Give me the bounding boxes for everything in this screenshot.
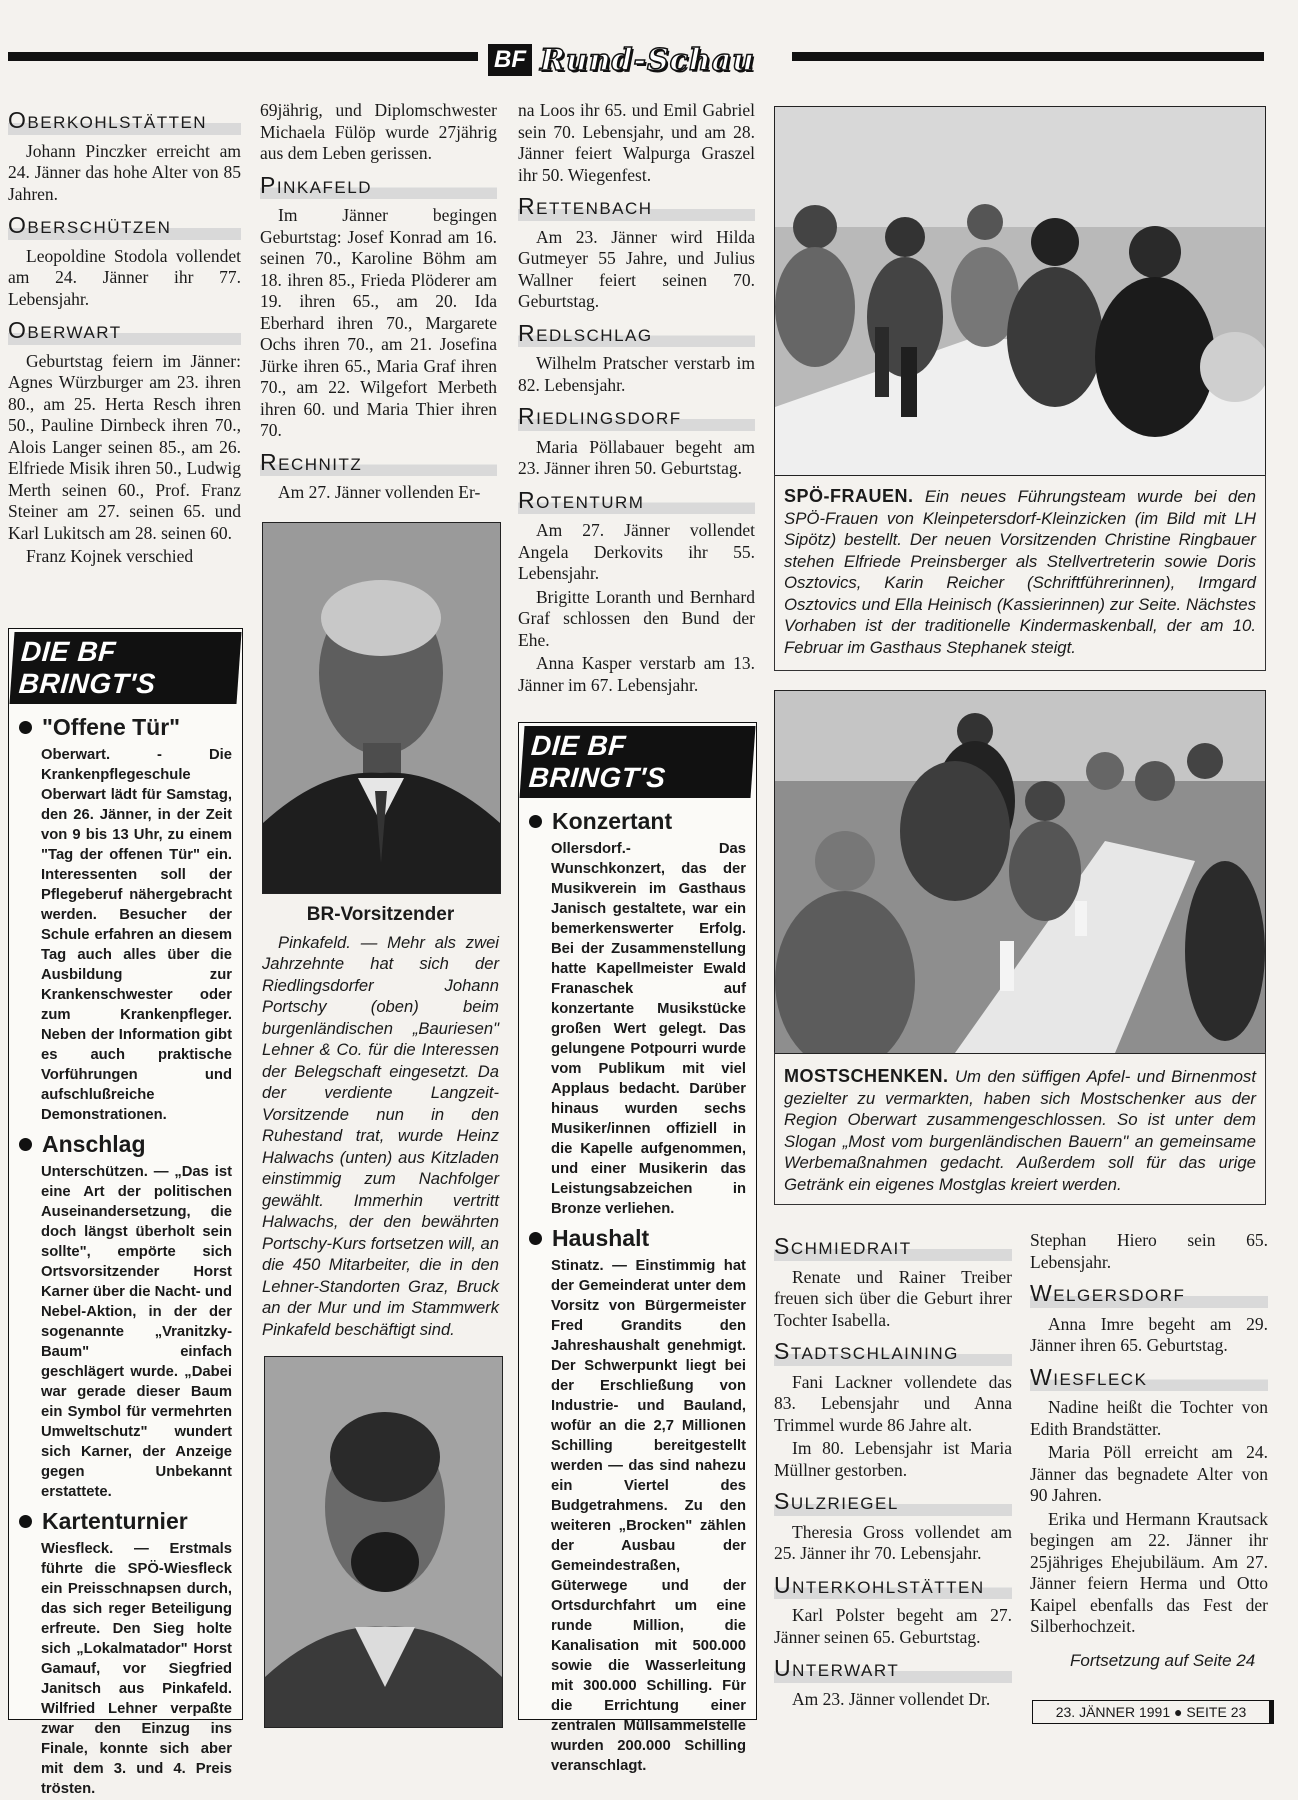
- caption-spoe-frauen: [784, 486, 1256, 658]
- box-item-heading: [19, 1508, 232, 1535]
- bullet-icon: [19, 1138, 32, 1151]
- section-heading: REDLSCHLAG: [518, 321, 755, 348]
- box-item-heading-text: Konzertant: [552, 808, 673, 834]
- paragraph: Nadine heißt die Tochter von Edith Brandstätter.: [1030, 1397, 1268, 1439]
- column-5: [1030, 1230, 1268, 1640]
- masthead: [488, 42, 783, 78]
- paragraph: Geburtstag feiern im Jänner: Agnes Würzburger am 23. ihren 80., am 25. Herta Resch ihren 50., Pauline Dirnbeck ihren 70., Alois Langer seinen 85., am 26. Elfriede Misik ihren 50., Ludwig Merth seinen 60., Prof. Franz Steiner am 27. seinen 65. und Karl Lukitsch am 28. seinen 60.: [8, 350, 241, 543]
- column-1: [8, 100, 241, 570]
- bullet-icon: [19, 1515, 32, 1528]
- bullet-icon: [529, 1232, 542, 1245]
- caption-label: SPÖ-FRAUEN.: [784, 486, 914, 506]
- paragraph: Wilhelm Pratscher verstarb im 82. Lebensjahr.: [518, 353, 755, 395]
- caption-label: MOSTSCHENKEN.: [784, 1066, 949, 1086]
- bf-logo: BF: [488, 44, 532, 76]
- caption-text: Um den süffigen Apfel- und Birnenmost gezielter zu vermarkten, haben sich Mostschenker aus der Region Oberwart zusammengeschlossen. So ist unter dem Slogan „Most vom burgenländischen Bauern" an gemeinsame Werbemaßnahmen gedacht. Außerdem soll für das urige Getränk ein eigenes Mostglas kreiert werden.: [784, 1067, 1256, 1194]
- paragraph: Anna Imre begeht am 29. Jänner ihren 65. Geburtstag.: [1030, 1313, 1268, 1355]
- box-item-heading: [529, 808, 746, 835]
- paragraph: Fani Lackner vollendete das 83. Lebensjahr und Anna Trimmel wurde 86 Jahre alt.: [774, 1371, 1012, 1435]
- paragraph: Karl Polster begeht am 27. Jänner seinen 65. Geburtstag.: [774, 1605, 1012, 1647]
- section-heading: SULZRIEGEL: [774, 1489, 1012, 1516]
- box-item-heading-text: Anschlag: [42, 1131, 146, 1157]
- column-3: [518, 100, 755, 698]
- photo-spoe-frauen: [774, 106, 1266, 476]
- section-heading: STADTSCHLAINING: [774, 1339, 1012, 1366]
- column-4: [774, 1226, 1012, 1712]
- box-title: DIE BF BRINGT'S: [9, 632, 241, 704]
- box-item-heading-text: Kartenturnier: [42, 1508, 188, 1534]
- paragraph: Theresia Gross vollendet am 25. Jänner ihr 70. Lebensjahr.: [774, 1521, 1012, 1563]
- box-item-text: Unterschützen. — „Das ist eine Art der politischen Auseinandersetzung, die doch längst überholt sein sollte", empörte sich Ortsvorsitzender Horst Karner über die Nacht- und Nebel-Aktion, in der der sogenannte „Vranitzky-Baum" einfach geschlägert wurde. „Dabei war gerade dieser Baum ein Symbol für vermehrten Umweltschutz" wundert sich Karner, der Anzeige gegen Unbekannt erstattete.: [41, 1164, 232, 1500]
- paragraph: na Loos ihr 65. und Emil Gabriel sein 70. Lebensjahr, und am 28. Jänner feiert Walpurga Graszel ihr 50. Wiegenfest.: [518, 100, 755, 185]
- masthead-rule-left: [8, 52, 478, 61]
- paragraph: Am 23. Jänner wird Hilda Gutmeyer 55 Jahre, und Julius Wallner feiert seinen 70. Geburtstag.: [518, 226, 755, 311]
- paragraph: Johann Pinczker erreicht am 24. Jänner das hohe Alter von 85 Jahren.: [8, 140, 241, 204]
- page-footer: 23. JÄNNER 1991 ● SEITE 23: [1032, 1700, 1274, 1724]
- section-heading: WIESFLECK: [1030, 1365, 1268, 1392]
- paragraph: Leopoldine Stodola vollendet am 24. Jänner ihr 77. Lebensjahr.: [8, 245, 241, 309]
- section-heading: OBERSCHÜTZEN: [8, 213, 241, 240]
- box-item-text: Stinatz. — Einstimmig hat der Gemeinderat unter dem Vorsitz von Bürgermeister Fred Grandits den Jahreshaushalt genehmigt. Der Schwerpunkt liegt bei der Erschließung von Industrie- und Bauland, wofür an die 2,7 Millionen Schilling bereitgestellt werden — das sind nahezu ein Viertel des Budgetrahmens. Zu den weiteren „Brocken" zählen der Ausbau der Gemeindestraßen, Güterwege und der Ortsdurchfahrt um eine runde Million, die Kanalisation mit 500.000 sowie die Wasserleitung mit 300.000 Schilling. Für die Errichtung einer zentralen Müllsammelstelle wurden 200.000 Schilling veranschlagt.: [551, 1258, 746, 1774]
- news-box-middle: [518, 722, 757, 1774]
- box-item-text: Wiesfleck. — Erstmals führte die SPÖ-Wiesfleck ein Preisschnapsen durch, das sich reger Beteiligung erfreute. Den Sieg holte sich „Lokalmatador" Horst Gamauf, vor Siegfried Janitsch aus Pinkafeld. Wilfried Lehner verpaßte zwar den Einzug ins Finale, konnte sich aber mit dem 3. und 4. Preis trösten.: [41, 1541, 232, 1797]
- bullet-icon: [529, 815, 542, 828]
- paragraph: Franz Kojnek verschied: [26, 546, 194, 566]
- box-title: DIE BF BRINGT'S: [519, 726, 755, 798]
- section-heading: RIEDLINGSDORF: [518, 404, 755, 431]
- news-box-left: [8, 628, 243, 1797]
- paragraph: Erika und Hermann Krautsack begingen am 22. Jänner ihr 25jähriges Ehejubiläum. Am 27. Jänner feiern Herma und Otto Kaipel ebenfalls das Fest der Silberhochzeit.: [1030, 1508, 1268, 1636]
- paragraph: Stephan Hiero sein 65. Lebensjahr.: [1030, 1230, 1268, 1272]
- section-heading: SCHMIEDRAIT: [774, 1234, 1012, 1261]
- caption-mostschenken: [784, 1066, 1256, 1195]
- br-heading: BR-Vorsitzender: [306, 904, 455, 925]
- paragraph: Am 27. Jänner vollenden Er-: [278, 482, 481, 502]
- box-item-heading: [529, 1225, 746, 1252]
- paragraph: 69jährig, und Diplomschwester Michaela Fülöp wurde 27jährig aus dem Leben gerissen.: [260, 100, 497, 163]
- box-item-heading-text: Haushalt: [552, 1225, 650, 1251]
- bullet-icon: [19, 721, 32, 734]
- caption-text: Ein neues Führungsteam wurde bei den SPÖ-Frauen von Kleinpetersdorf-Kleinzicken (im Bild mit LH Sipötz) bestellt. Der neuen Vorsitzenden Christine Ringbauer stehen Elfriede Preinsberger als Stellvertreterin sowie Doris Osztovics, Karin Reicher (Schriftführerinnen), Irmgard Osztovics und Ella Heinisch (Kassierinnen) zur Seite. Nächstes Vorhaben ist der traditionelle Kindermaskenball, der am 10. Februar im Gasthaus Stephanek steigt.: [784, 487, 1256, 657]
- photo-mostschenken: [774, 690, 1266, 1054]
- column-2: [260, 100, 497, 506]
- paragraph: Brigitte Loranth und Bernhard Graf schlossen den Bund der Ehe.: [518, 586, 755, 650]
- section-heading: OBERWART: [8, 318, 241, 345]
- box-item-text: Oberwart. - Die Krankenpflegeschule Oberwart lädt für Samstag, den 26. Jänner, in der Zeit von 9 bis 13 Uhr, zu einem "Tag der offenen Tür" ein. Interessenten soll der Pflegeberuf nähergebracht werden. Besucher der Schule erfahren an diesem Tag auch alles über die Ausbildung zur Krankenschwester oder zum Krankenpfleger. Neben der Information gibt es auch praktische Vorführungen und aufschlußreiche Demonstrationen.: [41, 747, 232, 1123]
- paragraph: Renate und Rainer Treiber freuen sich über die Geburt ihrer Tochter Isabella.: [774, 1266, 1012, 1330]
- continued-note: Fortsetzung auf Seite 24: [1070, 1651, 1256, 1670]
- paragraph: Anna Kasper verstarb am 13. Jänner im 67. Lebensjahr.: [518, 653, 755, 695]
- section-heading: RETTENBACH: [518, 194, 755, 221]
- section-heading: OBERKOHLSTÄTTEN: [8, 108, 241, 135]
- section-heading: WELGERSDORF: [1030, 1281, 1268, 1308]
- paragraph: Maria Pöll erreicht am 24. Jänner das begnadete Alter von 90 Jahren.: [1030, 1442, 1268, 1505]
- br-article: [262, 904, 499, 1340]
- section-heading: ROTENTURM: [518, 488, 755, 515]
- box-item-heading-text: "Offene Tür": [42, 714, 181, 740]
- section-heading: PINKAFELD: [260, 173, 497, 200]
- section-heading: UNTERWART: [774, 1656, 1012, 1683]
- paragraph: Im 80. Lebensjahr ist Maria Müllner gestorben.: [774, 1438, 1012, 1480]
- section-heading: UNTERKOHLSTÄTTEN: [774, 1573, 1012, 1600]
- section-heading: RECHNITZ: [260, 450, 497, 477]
- masthead-rule-right: [792, 52, 1264, 61]
- paragraph: Im Jänner begingen Geburtstag: Josef Konrad am 16. seinen 70., Karoline Böhm am 18. ihren 85., Frieda Plöderer am 19. ihren 65., am 20. Ida Eberhard ihren 70., Margarete Ochs ihren 70., am 21. Josefina Jürke ihren 65., Maria Graf ihren 70., am 22. Wilgefort Merbeth ihren 60. und Maria Thier ihren 70.: [260, 205, 497, 440]
- paragraph: Maria Pöllabauer begeht am 23. Jänner ihren 50. Geburtstag.: [518, 436, 755, 478]
- portrait-heinz-halwachs: [264, 1356, 503, 1728]
- br-text: Pinkafeld. — Mehr als zwei Jahrzehnte hat sich der Riedlingsdorfer Johann Portschy (oben) beim burgenländischen „Bauriesen" Lehner & Co. für die Interessen der Belegschaft eingesetzt. Da der verdiente Langzeit-Vorsitzende nun in den Ruhestand trat, wurde Heinz Halwachs (unten) aus Kitzladen einstimmig zum Nachfolger gewählt. Immerhin vertritt Halwachs, der den bewährten Portschy-Kurs fortsetzen will, an die 450 Mitarbeiter, die in den Lehner-Standorten Graz, Bruck an der Mur und im Stammwerk Pinkafeld beschäftigt sind.: [262, 932, 500, 1339]
- portrait-johann-portschy: [262, 522, 501, 894]
- section-title: Rund-Schau: [540, 42, 755, 78]
- paragraph: Am 27. Jänner vollendet Angela Derkovits ihr 55. Lebensjahr.: [518, 520, 755, 583]
- box-item-text: Ollersdorf.- Das Wunschkonzert, das der Musikverein im Gasthaus Janisch gestaltete, war ein bemerkenswerter Erfolg. Bei der Zusammenstellung hatte Kapellmeister Ewald Franaschek auf konzertante Musikstücke großen Wert gelegt. Das gelungene Potpourri wurde vom Publikum mit viel Applaus bedacht. Darüber hinaus wurden sechs Musiker/innen offiziell in die Kapelle aufgenommen, und einer Musikerin das Leistungsabzeichen in Bronze verliehen.: [551, 841, 746, 1217]
- box-item-heading: [19, 1131, 232, 1158]
- box-item-heading: [19, 714, 232, 741]
- paragraph: Am 23. Jänner vollendet Dr.: [792, 1688, 991, 1709]
